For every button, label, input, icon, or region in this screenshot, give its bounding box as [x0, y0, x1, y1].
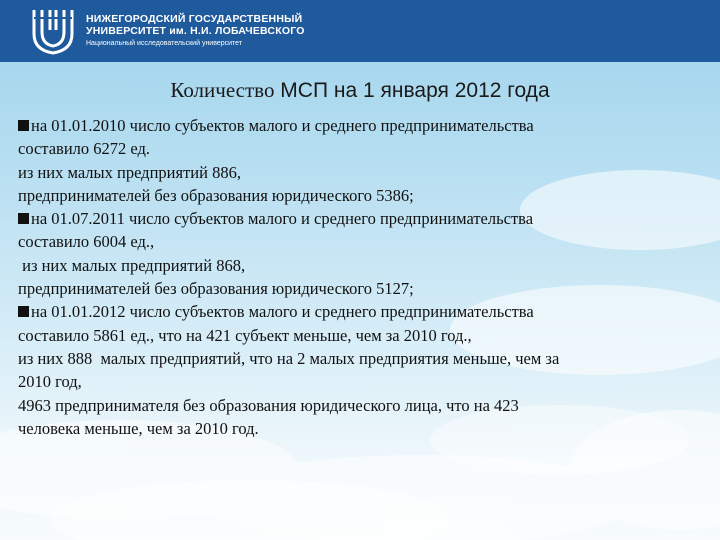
header-banner — [0, 0, 720, 62]
text-line: на 01.01.2012 число субъектов малого и среднего предпринимательства — [18, 300, 708, 323]
slide-title-part1: Количество — [170, 78, 275, 102]
text-line: на 01.07.2011 число субъектов малого и среднего предпринимательства — [18, 207, 708, 230]
university-logo-icon — [30, 6, 76, 56]
university-subtitle: Национальный исследовательский университет — [86, 40, 243, 47]
text-line: из них малых предприятий 868, — [18, 255, 246, 275]
text-line: 2010 год, — [18, 372, 82, 392]
square-bullet-icon — [18, 306, 29, 317]
university-name-line2: УНИВЕРСИТЕТ им. Н.И. ЛОБАЧЕВСКОГО — [86, 25, 305, 37]
slide-title-part2: МСП на 1 января 2012 года — [274, 79, 550, 102]
paragraph-2011 — [18, 207, 708, 300]
slide-body — [18, 114, 708, 440]
text-line: предпринимателей без образования юридического 5127; — [18, 279, 414, 299]
text-line: на 01.01.2010 число субъектов малого и среднего предпринимательства — [18, 114, 708, 137]
text-line: предпринимателей без образования юридического 5386; — [18, 185, 414, 205]
university-name-line1: НИЖЕГОРОДСКИЙ ГОСУДАРСТВЕННЫЙ — [86, 13, 303, 25]
text-line: составило 5861 ед., что на 421 субъект меньше, чем за 2010 год., — [18, 325, 472, 345]
text-line: составило 6272 ед. — [18, 139, 151, 159]
square-bullet-icon — [18, 213, 29, 224]
university-name — [86, 13, 305, 50]
paragraph-2010 — [18, 114, 708, 207]
text-line: из них 888 малых предприятий, что на 2 малых предприятия меньше, чем за — [18, 348, 560, 368]
text-line: составило 6004 ед., — [18, 232, 155, 252]
text-line: из них малых предприятий 886, — [18, 162, 241, 182]
square-bullet-icon — [18, 120, 29, 131]
text-line: 4963 предпринимателя без образования юридического лица, что на 423 — [18, 395, 519, 415]
slide-title — [0, 78, 720, 103]
text-line: человека меньше, чем за 2010 год. — [18, 418, 259, 438]
paragraph-2012 — [18, 300, 708, 440]
